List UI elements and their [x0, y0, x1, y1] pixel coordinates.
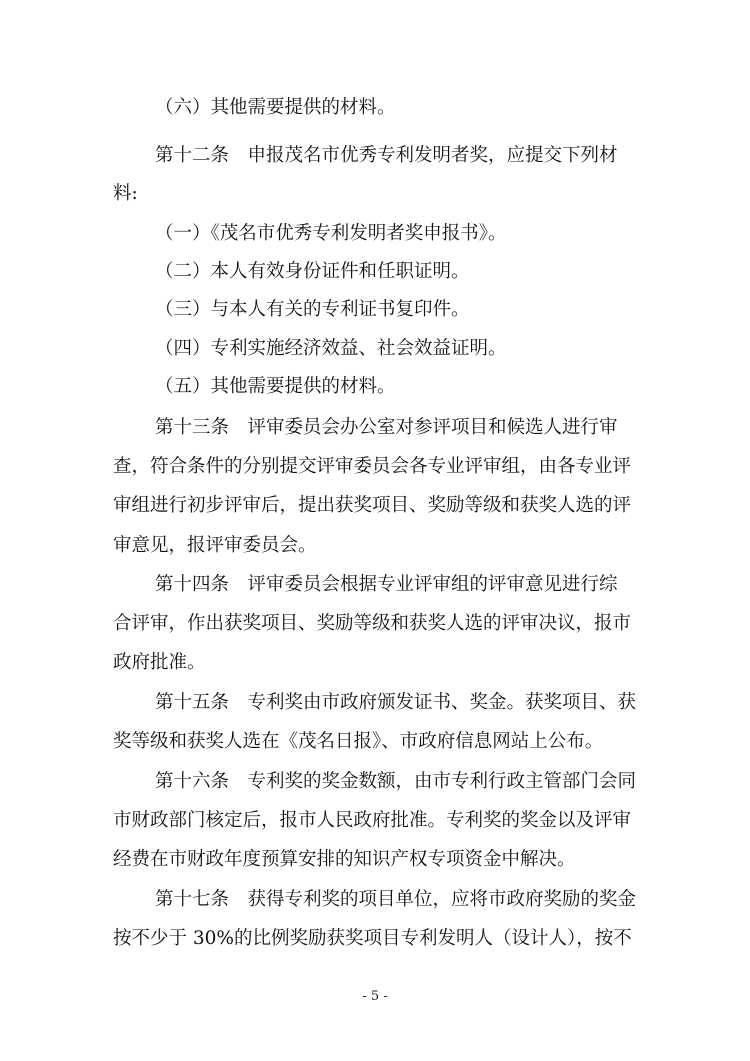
text-line: （六）其他需要提供的材料。	[155, 97, 396, 118]
list-item: （一）《茂名市优秀专利发明者奖申报书》。	[155, 223, 507, 244]
list-item: （二）本人有效身份证件和任职证明。	[155, 261, 470, 282]
article-17-heading-line: 第十七条 获得专利奖的项目单位，应将市政府奖励的奖金	[155, 889, 637, 910]
text-line: 查，符合条件的分别提交评审委员会各专业评审组，由各专业评	[113, 456, 632, 477]
text-line: 奖等级和获奖人选在《茂名日报》、市政府信息网站上公布。	[113, 731, 604, 752]
article-15-heading-line: 第十五条 专利奖由市政府颁发证书、奖金。获奖项目、获	[155, 692, 637, 713]
list-item: （四）专利实施经济效益、社会效益证明。	[155, 338, 507, 359]
text-line: 合评审，作出获奖项目、奖励等级和获奖人选的评审决议，报市	[113, 613, 632, 634]
article-13-heading-line: 第十三条 评审委员会办公室对参评项目和候选人进行审	[155, 417, 618, 438]
text-line: 政府批准。	[113, 652, 206, 673]
article-12-heading-line: 第十二条 申报茂名市优秀专利发明者奖，应提交下列材	[155, 145, 618, 166]
text-line: 料:	[113, 183, 138, 204]
text-line: 市财政部门核定后，报市人民政府批准。专利奖的奖金以及评审	[113, 810, 632, 831]
article-16-heading-line: 第十六条 专利奖的奖金数额，由市专利行政主管部门会同	[155, 771, 637, 792]
page-number: - 5 -	[362, 989, 388, 1004]
list-item: （三）与本人有关的专利证书复印件。	[155, 299, 470, 320]
text-line: 经费在市财政年度预算安排的知识产权专项资金中解决。	[113, 849, 576, 870]
article-14-heading-line: 第十四条 评审委员会根据专业评审组的评审意见进行综	[155, 574, 618, 595]
text-line: 按不少于 30%的比例奖励获奖项目专利发明人（设计人），按不	[113, 928, 632, 949]
text-line: 审意见，报评审委员会。	[113, 535, 317, 556]
list-item: （五）其他需要提供的材料。	[155, 376, 396, 397]
text-line: 审组进行初步评审后，提出获奖项目、奖励等级和获奖人选的评	[113, 495, 632, 516]
